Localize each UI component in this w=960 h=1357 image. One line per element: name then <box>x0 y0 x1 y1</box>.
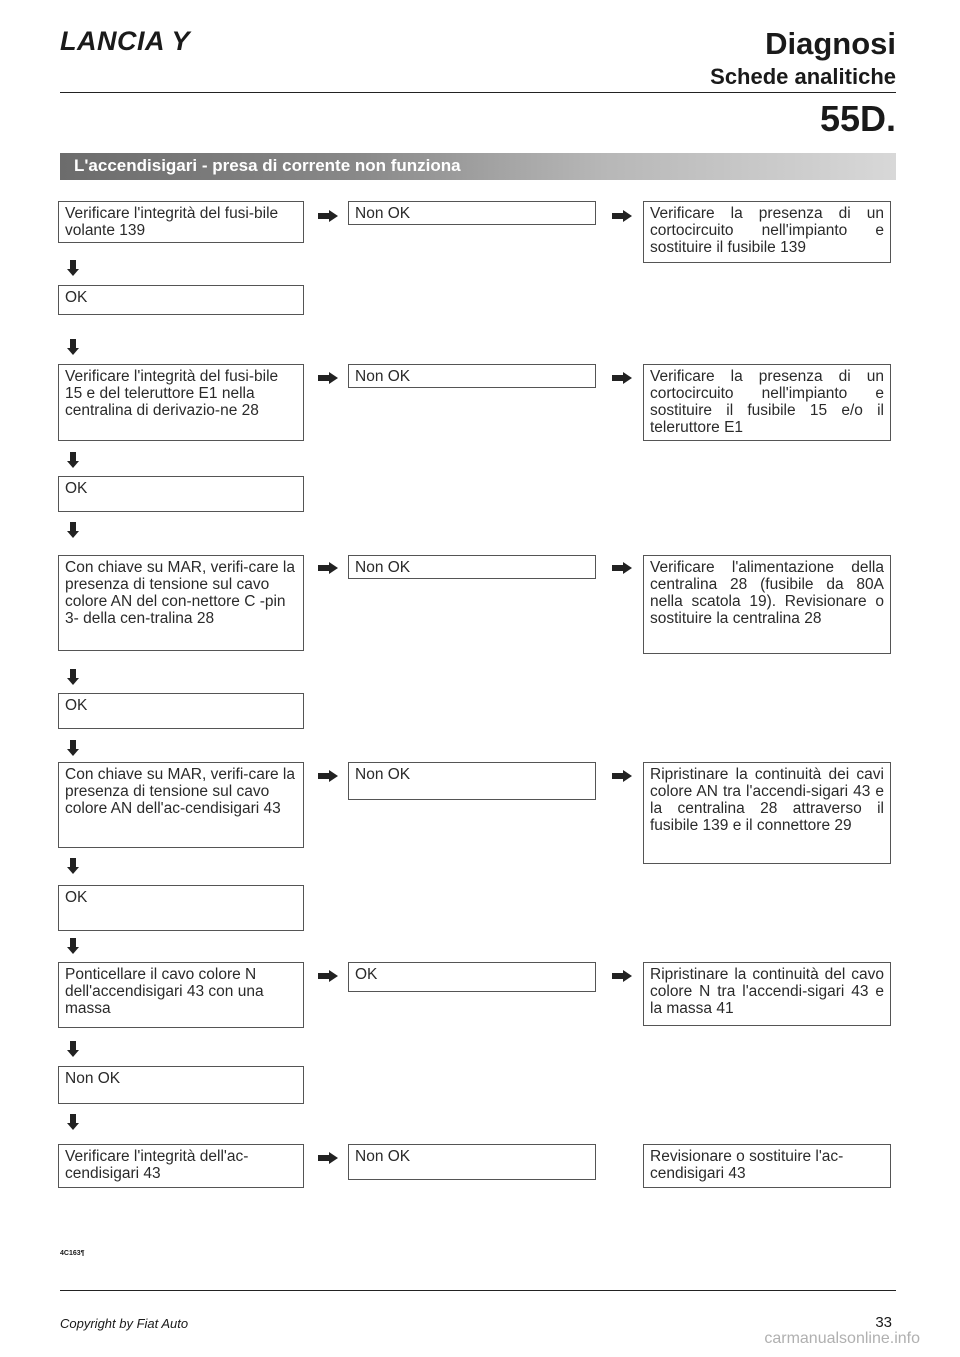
down-arrow-icon <box>67 452 79 468</box>
sheet-code: 55D. <box>819 98 896 139</box>
right-arrow-icon <box>612 210 632 222</box>
right-arrow-icon <box>318 372 338 384</box>
pass-box-4: OK <box>58 885 304 931</box>
fail-box-1: Non OK <box>348 201 596 225</box>
fail-box-5: OK <box>348 962 596 992</box>
header-rule <box>60 92 896 93</box>
right-arrow-icon <box>318 210 338 222</box>
down-arrow-icon <box>67 339 79 355</box>
action-box-2: Verificare la presenza di un cortocircuito nell'impianto e sostituire il fusibile 15 e/o il teleruttore E1 <box>643 364 891 441</box>
banner <box>60 153 896 180</box>
right-arrow-icon <box>612 372 632 384</box>
action-box-6: Revisionare o sostituire l'ac-cendisigari 43 <box>643 1144 891 1188</box>
check-box-3: Con chiave su MAR, verifi-care la presenza di tensione sul cavo colore AN del con-nettore C -pin 3- della cen-tralina 28 <box>58 555 304 651</box>
right-arrow-icon <box>318 970 338 982</box>
pass-box-2: OK <box>58 476 304 512</box>
fail-box-6: Non OK <box>348 1144 596 1180</box>
right-arrow-icon <box>318 1152 338 1164</box>
subsection-title: Schede analitiche <box>710 64 896 89</box>
down-arrow-icon <box>67 1114 79 1130</box>
footer-rule <box>60 1290 896 1291</box>
action-box-4: Ripristinare la continuità dei cavi colore AN tra l'accendi-sigari 43 e la centralina 28 attraverso il fusibile 139 e il connettore 29 <box>643 762 891 864</box>
down-arrow-icon <box>67 669 79 685</box>
pass-box-1: OK <box>58 285 304 315</box>
pass-box-3: OK <box>58 693 304 729</box>
down-arrow-icon <box>67 740 79 756</box>
brand-title: LANCIA Y <box>60 26 191 56</box>
right-arrow-icon <box>318 770 338 782</box>
down-arrow-icon <box>67 938 79 954</box>
right-arrow-icon <box>612 770 632 782</box>
check-box-1: Verificare l'integrità del fusi-bile volante 139 <box>58 201 304 243</box>
action-box-1: Verificare la presenza di un cortocircuito nell'impianto e sostituire il fusibile 139 <box>643 201 891 263</box>
down-arrow-icon <box>67 522 79 538</box>
check-box-4: Con chiave su MAR, verifi-care la presenza di tensione sul cavo colore AN dell'ac-cendisigari 43 <box>58 762 304 848</box>
down-arrow-icon <box>67 1041 79 1057</box>
banner-title: L'accendisigari - presa di corrente non funziona <box>74 156 461 175</box>
page-number: 33 <box>875 1314 892 1331</box>
action-box-5: Ripristinare la continuità del cavo colore N tra l'accendi-sigari 43 e la massa 41 <box>643 962 891 1026</box>
fail-box-3: Non OK <box>348 555 596 579</box>
check-box-6: Verificare l'integrità dell'ac-cendisigari 43 <box>58 1144 304 1188</box>
action-box-3: Verificare l'alimentazione della centralina 28 (fusibile da 80A nella scatola 19). Revisionare o sostituire la centralina 28 <box>643 555 891 654</box>
check-box-5: Ponticellare il cavo colore N dell'accendisigari 43 con una massa <box>58 962 304 1028</box>
right-arrow-icon <box>612 970 632 982</box>
pass-box-5: Non OK <box>58 1066 304 1104</box>
section-title: Diagnosi <box>765 26 896 61</box>
fail-box-2: Non OK <box>348 364 596 388</box>
copyright-text: Copyright by Fiat Auto <box>60 1316 189 1331</box>
down-arrow-icon <box>67 858 79 874</box>
right-arrow-icon <box>318 562 338 574</box>
document-code: 4C163¶ <box>60 1250 85 1257</box>
right-arrow-icon <box>612 562 632 574</box>
check-box-2: Verificare l'integrità del fusi-bile 15 e del teleruttore E1 nella centralina di derivazio-ne 28 <box>58 364 304 441</box>
down-arrow-icon <box>67 260 79 276</box>
fail-box-4: Non OK <box>348 762 596 800</box>
watermark: carmanualsonline.info <box>764 1330 920 1347</box>
